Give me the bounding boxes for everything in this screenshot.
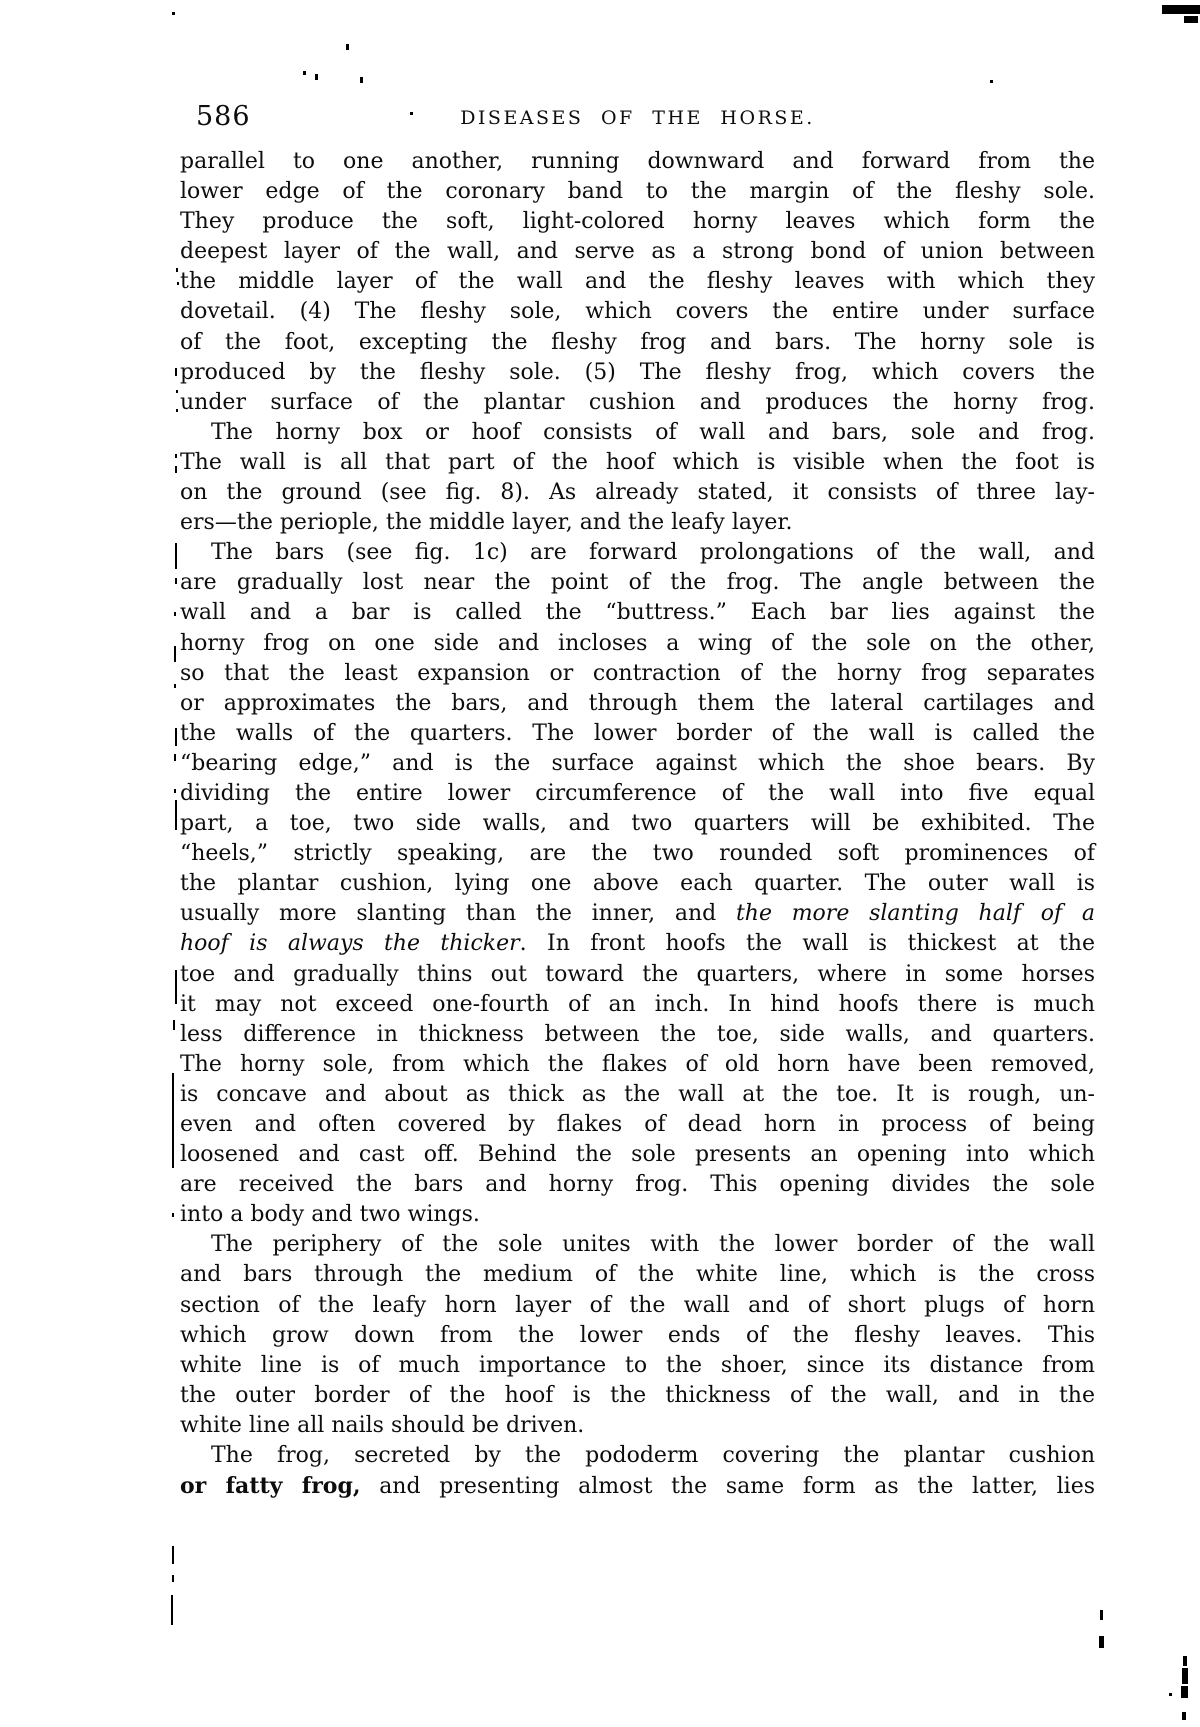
text-segment: lower edge of the coronary band to the margin of the fleshy sole.: [180, 179, 1095, 205]
text-segment: . In front hoofs the wall is thickest at the: [519, 931, 1095, 957]
text-segment: ers—the periople, the middle layer, and the leafy layer.: [180, 510, 793, 536]
text-line: [180, 508, 1095, 538]
text-line: [180, 899, 1095, 929]
text-segment: “heels,” strictly speaking, are the two rounded soft prominences of: [180, 841, 1095, 867]
scan-speck: [1100, 1610, 1103, 1620]
text-segment: it may not exceed one-fourth of an inch. In hind hoofs there is much: [180, 991, 1095, 1017]
text-segment: produced by the fleshy sole. (5) The fleshy frog, which covers the: [180, 359, 1095, 385]
text-segment: or fatty frog,: [180, 1473, 361, 1500]
text-line: [180, 659, 1095, 689]
text-line: [180, 1080, 1095, 1110]
text-line: [180, 207, 1095, 237]
text-segment: into a body and two wings.: [180, 1202, 480, 1228]
text-line: [180, 1200, 1095, 1230]
text-segment: dovetail. (4) The fleshy sole, which covers the entire under surface: [180, 299, 1095, 325]
text-line: [180, 929, 1095, 959]
text-segment: and bars through the medium of the white line, which is the cross: [180, 1262, 1095, 1288]
text-line: [180, 538, 1095, 568]
text-segment: are gradually lost near the point of the frog. The angle between the: [180, 570, 1095, 596]
text-line: [180, 869, 1095, 899]
text-line: [180, 147, 1095, 177]
text-line: [180, 1321, 1095, 1351]
scan-speck: [175, 368, 177, 376]
text-segment: and presenting almost the same form as the latter, lies: [360, 1474, 1095, 1500]
scan-speck: [175, 728, 177, 746]
text-segment: part, a toe, two side walls, and two quarters will be exhibited. The: [180, 811, 1095, 837]
scan-speck: [172, 1575, 174, 1582]
paragraph: [180, 147, 1095, 418]
text-segment: less difference in thickness between the toe, side walls, and quarters.: [180, 1021, 1095, 1047]
text-segment: white line is of much importance to the shoer, since its distance from: [180, 1352, 1095, 1378]
scan-speck: [1184, 16, 1198, 23]
scan-speck: [1183, 1656, 1187, 1666]
text-segment: The horny sole, from which the flakes of old horn have been removed,: [180, 1051, 1095, 1077]
scan-speck: [315, 74, 318, 80]
scan-speck: [173, 1020, 175, 1030]
text-segment: toe and gradually thins out toward the quarters, where in some horses: [180, 961, 1095, 987]
text-line: [180, 1351, 1095, 1381]
text-segment: wall and a bar is called the “buttress.” Each bar lies against the: [180, 600, 1095, 626]
scan-speck: [175, 543, 177, 569]
text-segment: The bars (see fig. 1c) are forward prolongations of the wall, and: [211, 540, 1095, 566]
text-line: [180, 960, 1095, 990]
text-line: [180, 267, 1095, 297]
running-title: DISEASES OF THE HORSE.: [460, 107, 815, 129]
text-segment: “bearing edge,” and is the surface against which the shoe bears. By: [180, 750, 1095, 776]
text-line: [180, 1471, 1095, 1501]
text-segment: or approximates the bars, and through them the lateral cartilages and: [180, 690, 1095, 716]
text-segment: The frog, secreted by the pododerm covering the plantar cushion: [211, 1443, 1095, 1469]
text-segment: the middle layer of the wall and the fleshy leaves with which they: [180, 269, 1095, 295]
paragraph: [180, 1441, 1095, 1501]
text-segment: loosened and cast off. Behind the sole presents an opening into which: [180, 1142, 1095, 1168]
scan-speck: [175, 578, 177, 584]
text-segment: hoof is always the thicker: [180, 931, 520, 957]
text-line: [180, 388, 1095, 418]
text-line: [180, 297, 1095, 327]
scan-speck: [175, 800, 177, 830]
scan-speck: [1169, 1693, 1172, 1696]
page-number: 586: [196, 101, 251, 132]
scan-speck: [174, 612, 176, 616]
text-block: [180, 147, 1095, 1501]
text-segment: The wall is all that part of the hoof which is visible when the foot is: [180, 449, 1095, 475]
text-line: [180, 689, 1095, 719]
scan-speck: [171, 1595, 173, 1625]
text-line: [180, 719, 1095, 749]
text-segment: white line all nails should be driven.: [180, 1412, 585, 1438]
text-segment: the outer border of the hoof is the thickness of the wall, and in the: [180, 1382, 1095, 1408]
scan-speck: [174, 646, 176, 662]
scan-speck: [1182, 1668, 1188, 1684]
scan-speck: [176, 268, 178, 272]
scan-speck: [303, 71, 306, 75]
text-line: [180, 1110, 1095, 1140]
text-line: [180, 1020, 1095, 1050]
text-line: [180, 629, 1095, 659]
text-segment: deepest layer of the wall, and serve as a strong bond of union between: [180, 239, 1095, 265]
scan-speck: [1182, 1712, 1186, 1720]
text-line: [180, 1441, 1095, 1471]
text-line: [180, 448, 1095, 478]
text-segment: of the foot, excepting the fleshy frog and bars. The horny sole is: [180, 329, 1095, 355]
text-segment: The periphery of the sole unites with the lower border of the wall: [211, 1232, 1095, 1258]
text-line: [180, 1260, 1095, 1290]
scan-speck: [360, 77, 363, 83]
text-line: [180, 1140, 1095, 1170]
scan-speck: [172, 12, 175, 15]
text-line: [180, 809, 1095, 839]
scan-speck: [990, 80, 993, 83]
scan-speck: [172, 1546, 174, 1564]
text-line: [180, 598, 1095, 628]
text-line: [180, 177, 1095, 207]
scan-speck: [346, 44, 349, 50]
text-segment: section of the leafy horn layer of the wall and of short plugs of horn: [180, 1292, 1095, 1318]
text-segment: They produce the soft, light-colored horny leaves which form the: [180, 209, 1095, 235]
scan-speck: [1181, 1686, 1188, 1698]
paragraph: [180, 418, 1095, 538]
text-segment: even and often covered by flakes of dead horn in process of being: [180, 1112, 1095, 1137]
text-segment: the walls of the quarters. The lower border of the wall is called the: [180, 720, 1095, 746]
text-line: [180, 478, 1095, 508]
text-segment: is concave and about as thick as the wall at the toe. It is rough, un-: [180, 1081, 1095, 1107]
scan-speck: [174, 754, 176, 761]
text-line: [180, 1230, 1095, 1260]
text-segment: are received the bars and horny frog. This opening divides the sole: [180, 1172, 1095, 1198]
scan-speck: [172, 1213, 174, 1217]
scan-speck: [176, 409, 178, 412]
text-line: [180, 839, 1095, 869]
paragraph: [180, 538, 1095, 1230]
text-line: [180, 779, 1095, 809]
text-line: [180, 1291, 1095, 1321]
paragraph: [180, 1230, 1095, 1441]
page-header: [180, 101, 1095, 137]
text-segment: parallel to one another, running downward and forward from the: [180, 149, 1095, 174]
text-line: [180, 749, 1095, 779]
scan-speck: [1162, 5, 1200, 14]
text-segment: the plantar cushion, lying one above each quarter. The outer wall is: [180, 871, 1095, 897]
text-line: [180, 1381, 1095, 1411]
text-segment: the more slanting half of a: [735, 901, 1095, 927]
scan-speck: [177, 282, 179, 285]
text-segment: dividing the entire lower circumference of the wall into five equal: [180, 780, 1095, 806]
text-segment: horny frog on one side and incloses a wing of the sole on the other,: [180, 630, 1095, 656]
text-line: [180, 418, 1095, 448]
text-line: [180, 1411, 1095, 1441]
scan-speck: [174, 789, 176, 793]
text-segment: under surface of the plantar cushion and produces the horny frog.: [180, 389, 1095, 415]
text-line: [180, 358, 1095, 388]
scan-speck: [175, 454, 177, 458]
text-line: [180, 990, 1095, 1020]
text-line: [180, 1050, 1095, 1080]
scan-speck: [172, 1073, 174, 1168]
text-line: [180, 328, 1095, 358]
text-segment: usually more slanting than the inner, and: [180, 901, 736, 927]
text-segment: so that the least expansion or contraction of the horny frog separates: [180, 660, 1095, 686]
text-segment: on the ground (see fig. 8). As already stated, it consists of three lay-: [180, 480, 1095, 506]
scan-speck: [175, 970, 177, 1004]
text-segment: which grow down from the lower ends of the fleshy leaves. This: [180, 1322, 1095, 1348]
scan-speck: [176, 390, 178, 393]
scan-speck: [1099, 1636, 1104, 1648]
text-line: [180, 568, 1095, 598]
text-line: [180, 237, 1095, 267]
scan-speck: [174, 684, 176, 688]
text-segment: The horny box or hoof consists of wall and bars, sole and frog.: [211, 419, 1095, 445]
scan-speck: [175, 466, 177, 473]
text-line: [180, 1170, 1095, 1200]
